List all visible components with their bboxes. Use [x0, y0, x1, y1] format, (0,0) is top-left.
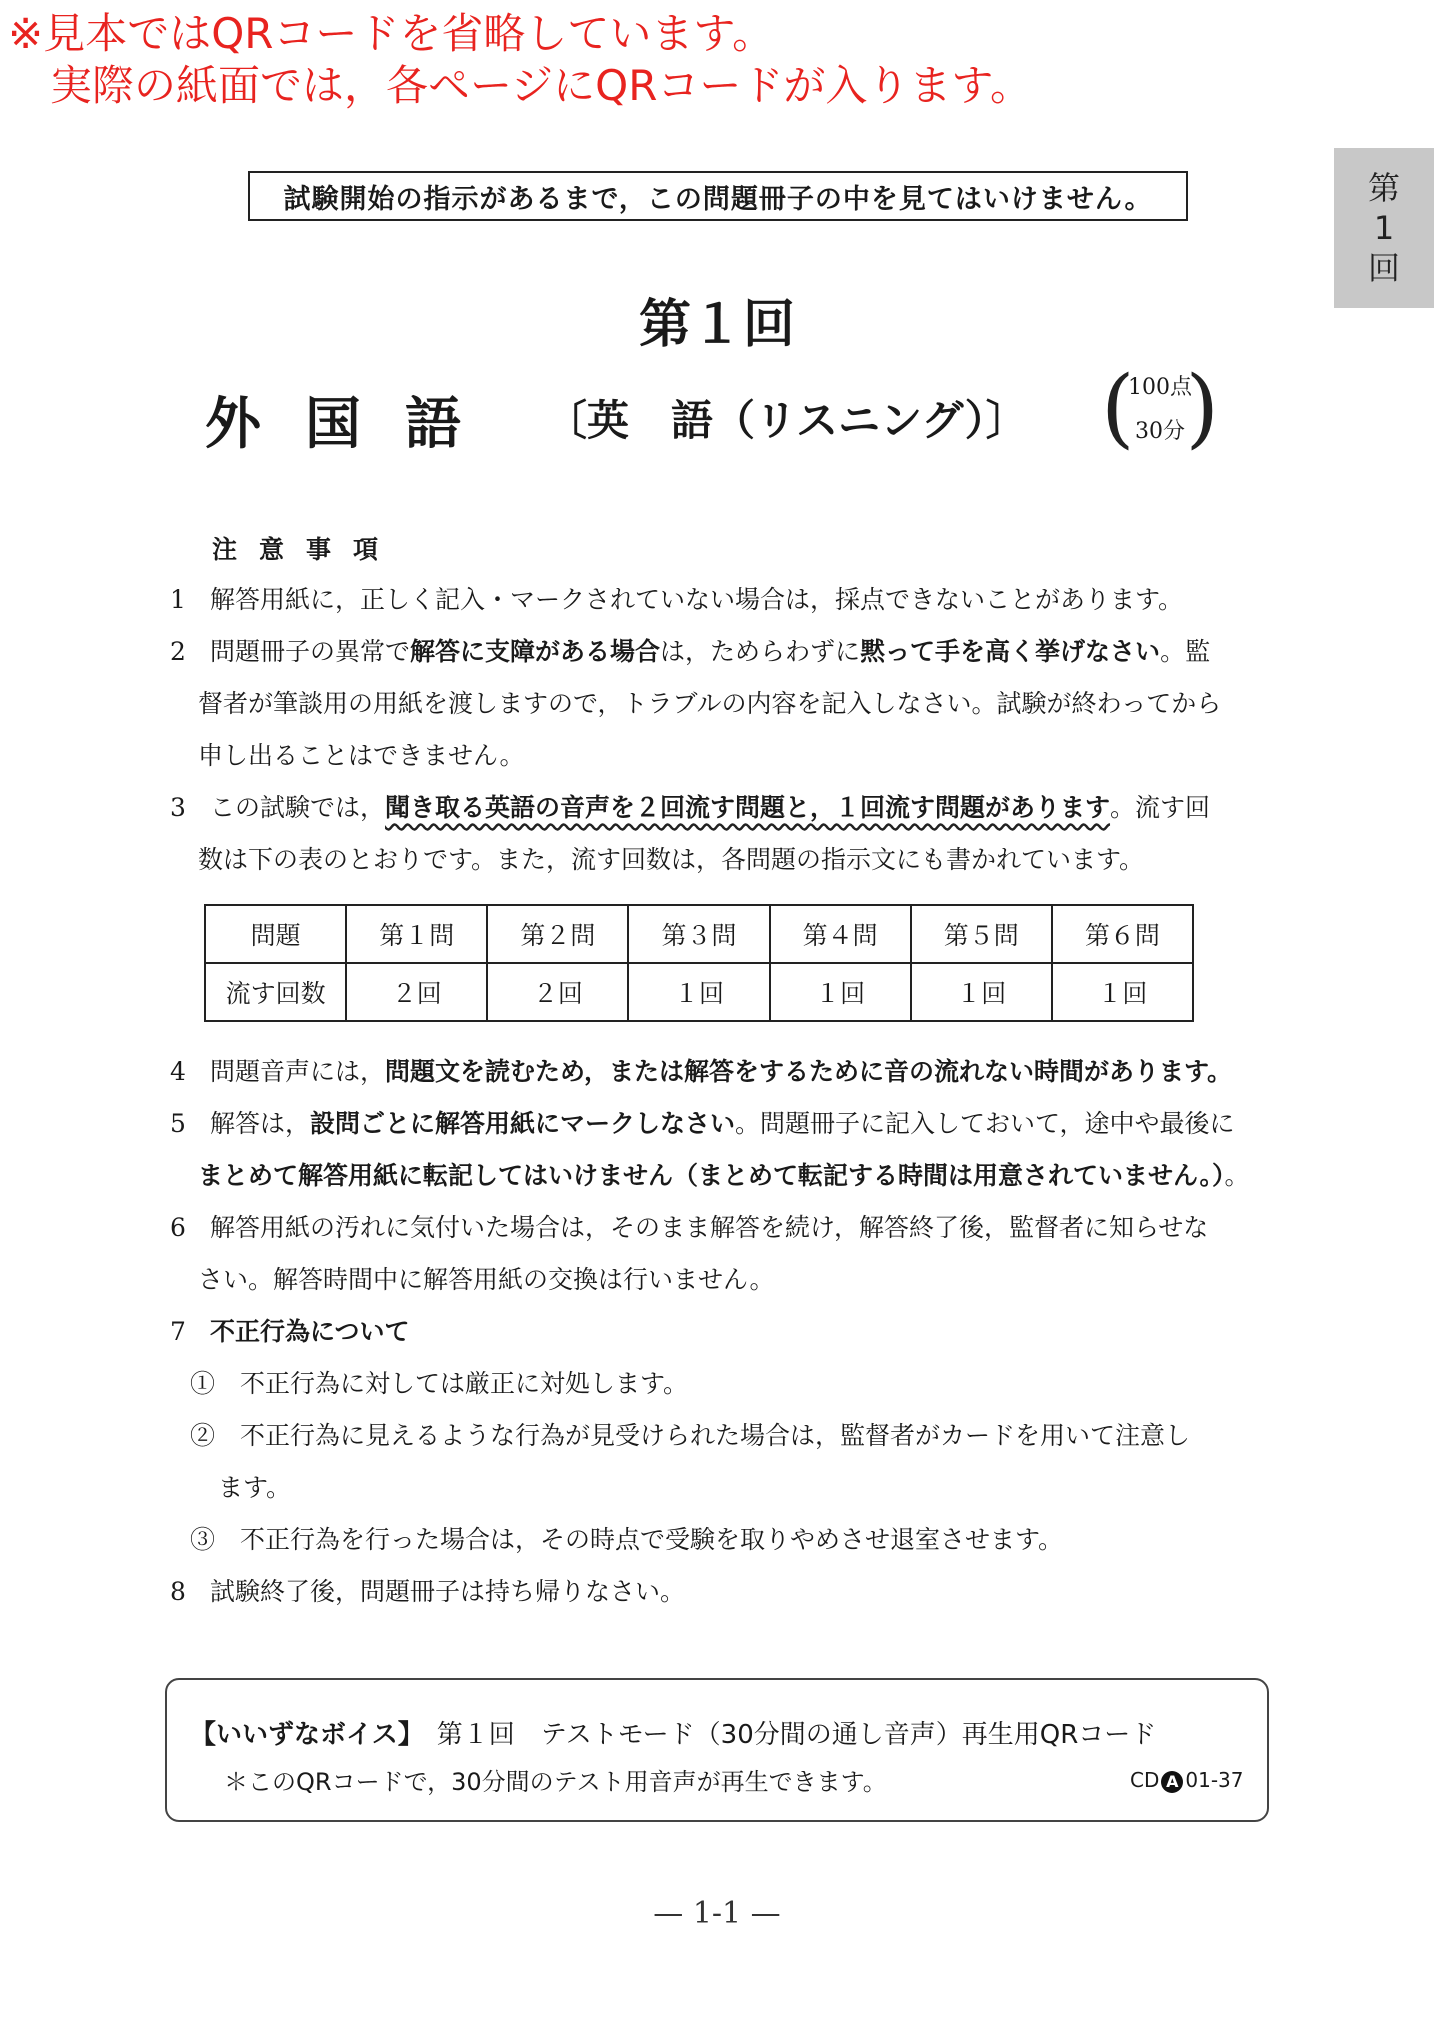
table-cell: １回: [1052, 963, 1193, 1021]
note-text: 問題音声には，: [210, 1057, 386, 1086]
sample-note-line2: 実際の紙面では，各ページにQRコードが入ります。: [50, 61, 1033, 110]
cd-track-code: [1130, 1768, 1244, 1793]
note-text: 。: [1224, 1161, 1250, 1190]
note-emphasis: 解答に支障がある場合: [410, 637, 661, 666]
note-text: この試験では，: [210, 793, 386, 822]
cd-track: 01-37: [1185, 1768, 1244, 1792]
note-item-2: [170, 626, 1270, 782]
table-cell: 第５問: [911, 905, 1052, 963]
table-row: [205, 963, 1193, 1021]
note-text: 解答は，: [210, 1109, 311, 1138]
sample-note: [8, 8, 1032, 112]
note-item-7: [170, 1306, 1270, 1566]
note-item-4: [170, 1046, 1270, 1098]
note-number: 1: [170, 585, 186, 614]
note-text: 督者が筆談用の用紙を渡しますので，トラブルの内容を記入しなさい。試験が終わってから: [198, 689, 1222, 718]
exam-number: 第１回: [638, 295, 795, 355]
table-cell: 第３問: [628, 905, 769, 963]
note-text: 。問題冊子に記入しておいて，途中や最後に: [735, 1109, 1235, 1138]
note-number: 8: [170, 1577, 186, 1606]
side-tab-line1: 第: [1367, 169, 1400, 207]
table-cell: 第１問: [346, 905, 487, 963]
qr-title-brand: 【いいずなボイス】: [190, 1720, 411, 1750]
note-emphasis: 黙って手を高く挙げなさい: [860, 637, 1161, 666]
note-item-1: [170, 574, 1270, 626]
cd-prefix: CD: [1130, 1768, 1160, 1792]
sub-number: ②: [190, 1421, 216, 1450]
note-text: 試験終了後，問題冊子は持ち帰りなさい。: [210, 1577, 686, 1606]
note-number: 4: [170, 1057, 186, 1086]
note-text: 。流す回: [1110, 793, 1211, 822]
table-header-row: [205, 905, 1193, 963]
note-text: 問題冊子の異常で: [210, 637, 411, 666]
notes-heading: 注意事項: [212, 535, 401, 564]
note-number: 7: [170, 1317, 186, 1346]
sub-number: ③: [190, 1525, 216, 1554]
table-cell: 第４問: [770, 905, 911, 963]
table-cell: 問題: [205, 905, 346, 963]
table-cell: １回: [628, 963, 769, 1021]
note-number: 3: [170, 793, 186, 822]
sub-text: ます。: [218, 1473, 292, 1502]
side-tab-line2: 1: [1373, 209, 1395, 247]
subject-title: 外国語: [205, 392, 505, 457]
score-time-box: [1101, 358, 1219, 458]
note-text: さい。解答時間中に解答用紙の交換は行いません。: [198, 1265, 775, 1294]
qr-title-text: 第１回 テストモード（30分間の通し音声）再生用QRコード: [410, 1720, 1157, 1750]
table-cell: １回: [911, 963, 1052, 1021]
table-cell: ２回: [487, 963, 628, 1021]
sample-note-line1: ※見本ではQRコードを省略しています。: [8, 9, 775, 58]
note-item-6: [170, 1202, 1270, 1306]
note-text: 解答用紙に，正しく記入・マークされていない場合は，採点できないことがあります。: [210, 585, 1184, 614]
note-number: 5: [170, 1109, 186, 1138]
sub-number: ①: [190, 1369, 216, 1398]
page-number: — 1-1 —: [653, 1896, 781, 1931]
note-emphasis-wavy: 聞き取る英語の音声を２回流す問題と，１回流す問題があります: [385, 793, 1111, 822]
side-tab-line3: 回: [1367, 249, 1400, 287]
note-text: 解答用紙の汚れに気付いた場合は，そのまま解答を続け，解答終了後，監督者に知らせな: [210, 1213, 1209, 1242]
sub-text: 不正行為を行った場合は，その時点で受験を取りやめさせ退室させます。: [240, 1525, 1064, 1554]
note-emphasis: 設問ごとに解答用紙にマークしなさい: [310, 1109, 736, 1138]
note-text: 。監: [1160, 637, 1211, 666]
sub-text: 不正行為に見えるような行為が見受けられた場合は，監督者がカードを用いて注意し: [240, 1421, 1191, 1450]
qr-description: ＊このQRコードで，30分間のテスト用音声が再生できます。: [224, 1768, 887, 1796]
note-item-3: [170, 782, 1270, 886]
table-cell: １回: [770, 963, 911, 1021]
note-number: 6: [170, 1213, 186, 1242]
note-text: 申し出ることはできません。: [198, 741, 525, 770]
playback-times-table: [204, 904, 1194, 1022]
table-cell: 流す回数: [205, 963, 346, 1021]
note-emphasis: まとめて解答用紙に転記してはいけません（まとめて転記する時間は用意されていません。）: [198, 1161, 1225, 1190]
left-paren-icon: (: [1101, 358, 1135, 458]
qr-title: [190, 1714, 1156, 1751]
note-item-8: [170, 1566, 1270, 1618]
note-text: は，ためらわずに: [660, 637, 861, 666]
warning-box: [248, 171, 1188, 221]
right-paren-icon: ): [1185, 358, 1219, 458]
note-number: 2: [170, 637, 186, 666]
subject-subtitle: 〔英 語（リスニング）〕: [545, 396, 1028, 445]
note-text: 数は下の表のとおりです。また，流す回数は，各問題の指示文にも書かれています。: [198, 845, 1145, 874]
cd-mark-icon: A: [1161, 1771, 1183, 1793]
table-cell: 第２問: [487, 905, 628, 963]
score-points: 100点: [1128, 375, 1192, 400]
score-time: 30分: [1135, 419, 1185, 444]
sub-text: 不正行為に対しては厳正に対処します。: [240, 1369, 689, 1398]
note-emphasis: 問題文を読むため，または解答をするために音の流れない時間があります。: [385, 1057, 1233, 1086]
table-cell: 第６問: [1052, 905, 1193, 963]
note-emphasis: 不正行為について: [210, 1317, 410, 1346]
note-item-5: [170, 1098, 1270, 1202]
table-cell: ２回: [346, 963, 487, 1021]
warning-text: 試験開始の指示があるまで，この問題冊子の中を見てはいけません。: [283, 183, 1153, 215]
